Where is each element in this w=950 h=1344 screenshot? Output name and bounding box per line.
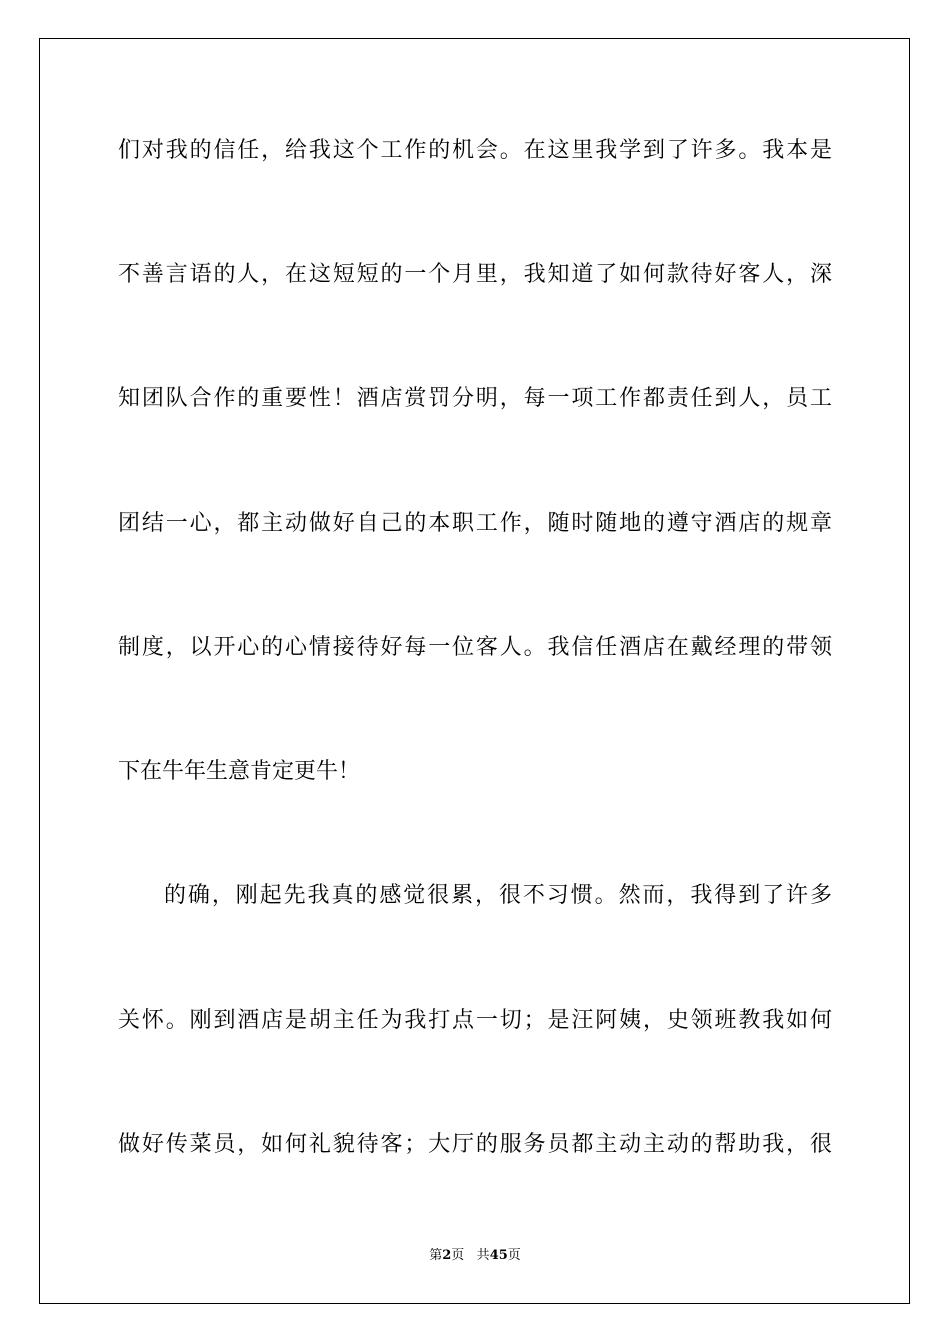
body-text-line-8: 关怀。刚到酒店是胡主任为我打点一切；是汪阿姨，史领班教我如何	[118, 1008, 832, 1033]
page-prefix: 第	[429, 1248, 443, 1263]
body-text-line-6: 下在牛年生意肯定更牛！	[118, 759, 361, 784]
paragraph-start-line: 的确，刚起先我真的感觉很累，很不习惯。然而，我得到了许多	[164, 883, 832, 908]
body-text-line-9: 做好传菜员，如何礼貌待客；大厅的服务员都主动主动的帮助我，很	[118, 1132, 832, 1157]
body-text-line-1: 们对我的信任，给我这个工作的机会。在这里我学到了许多。我本是	[118, 138, 832, 163]
page-border	[39, 38, 910, 1304]
total-suffix: 页	[507, 1248, 521, 1263]
page-number: 2	[442, 1248, 452, 1263]
total-prefix: 共	[476, 1248, 490, 1263]
body-text-line-4: 团结一心，都主动做好自己的本职工作，随时随地的遵守酒店的规章	[118, 511, 832, 536]
body-text-line-3: 知团队合作的重要性！酒店赏罚分明，每一项工作都责任到人，员工	[118, 386, 832, 411]
total-pages: 45	[489, 1248, 508, 1263]
body-text-line-5: 制度，以开心的心情接待好每一位客人。我信任酒店在戴经理的带领	[118, 635, 832, 660]
body-text-line-2: 不善言语的人，在这短短的一个月里，我知道了如何款待好客人，深	[118, 262, 832, 287]
page-footer	[0, 1246, 950, 1266]
page-suffix: 页	[451, 1248, 465, 1263]
